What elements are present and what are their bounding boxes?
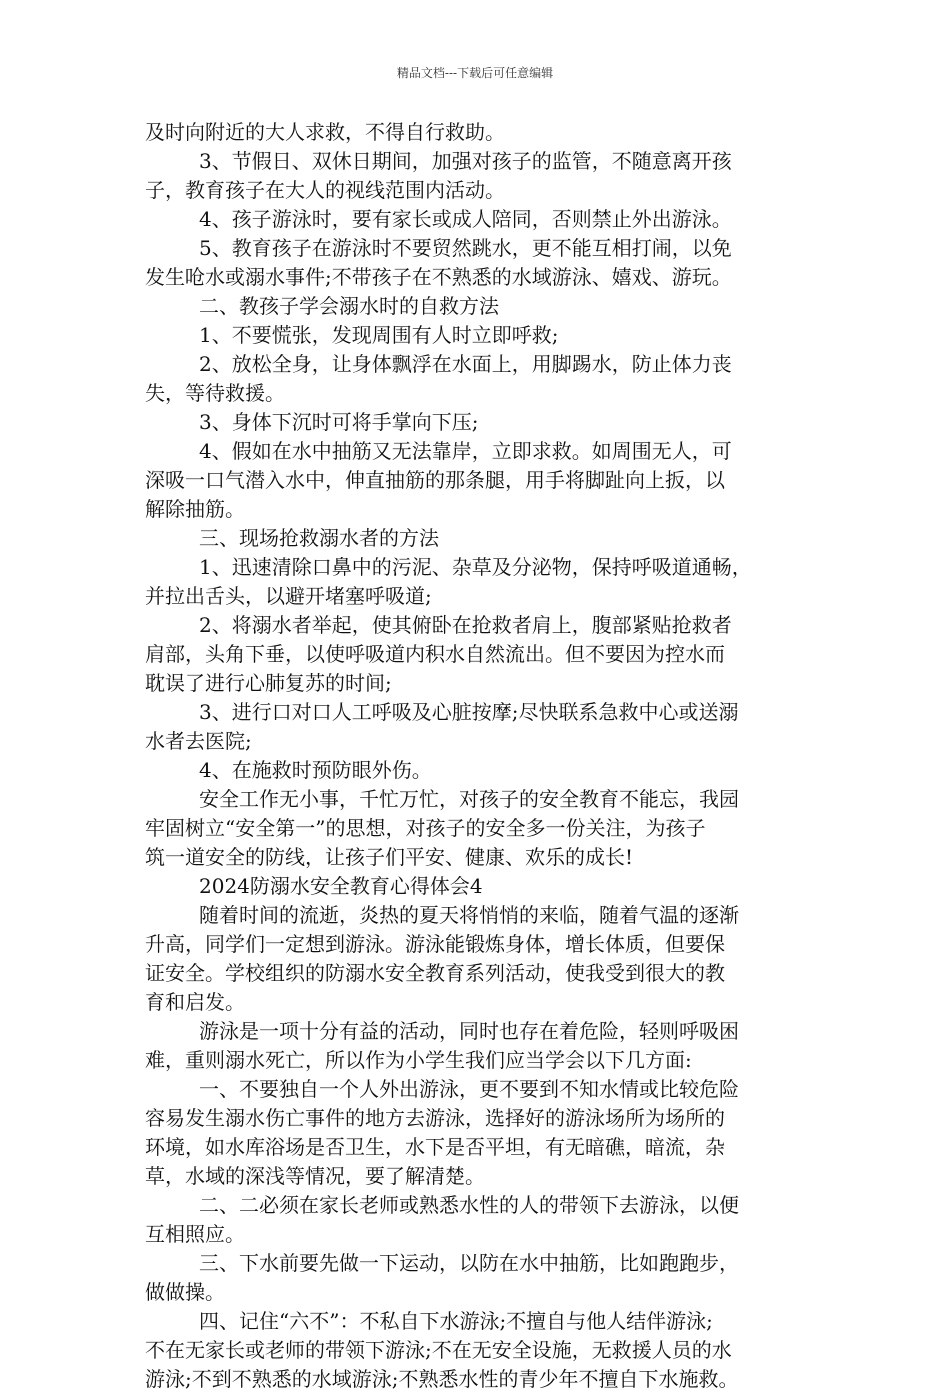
text-line: 失，等待救援。 [145,381,285,405]
text-line: 1、不要慌张，发现周围有人时立即呼救; [199,323,559,347]
text-line: 不在无家长或老师的带领下游泳;不在无安全设施，无救援人员的水 [145,1338,732,1362]
text-line: 升高，同学们一定想到游泳。游泳能锻炼身体，增长体质，但要保 [145,932,725,956]
text-line: 水者去医院; [145,729,252,753]
text-line: 草，水域的深浅等情况，要了解清楚。 [145,1164,485,1188]
text-line: 发生呛水或溺水事件;不带孩子在不熟悉的水域游泳、嬉戏、游玩。 [145,265,732,289]
text-line: 耽误了进行心肺复苏的时间; [145,671,392,695]
text-line: 3、身体下沉时可将手掌向下压; [199,410,479,434]
text-line: 二、教孩子学会溺水时的自救方法 [199,294,499,318]
text-line: 环境，如水库浴场是否卫生，水下是否平坦，有无暗礁，暗流，杂 [145,1135,725,1159]
text-line: 4、孩子游泳时，要有家长或成人陪同，否则禁止外出游泳。 [199,207,732,231]
text-line: 游泳;不到不熟悉的水域游泳;不熟悉水性的青少年不擅自下水施救。 [145,1367,739,1391]
text-line: 随着时间的流逝，炎热的夏天将悄悄的来临，随着气温的逐渐 [199,903,739,927]
text-line: 互相照应。 [145,1222,245,1246]
text-line: 及时向附近的大人求救，不得自行救助。 [145,120,505,144]
text-line: 3、节假日、双休日期间，加强对孩子的监管，不随意离开孩 [199,149,732,173]
text-line: 安全工作无小事，千忙万忙，对孩子的安全教育不能忘，我园 [199,787,739,811]
text-line: 2、放松全身，让身体飘浮在水面上，用脚踢水，防止体力丧 [199,352,732,376]
text-line: 解除抽筋。 [145,497,245,521]
text-line: 4、在施救时预防眼外伤。 [199,758,432,782]
text-line: 深吸一口气潜入水中，伸直抽筋的那条腿，用手将脚趾向上扳，以 [145,468,725,492]
text-line: 4、假如在水中抽筋又无法靠岸，立即求救。如周围无人，可 [199,439,732,463]
text-line: 筑一道安全的防线，让孩子们平安、健康、欢乐的成长! [145,845,634,869]
text-line: 并拉出舌头，以避开堵塞呼吸道; [145,584,432,608]
text-line: 容易发生溺水伤亡事件的地方去游泳，选择好的游泳场所为场所的 [145,1106,725,1130]
text-line: 游泳是一项十分有益的活动，同时也存在着危险，轻则呼吸困 [199,1019,739,1043]
text-line: 2024防溺水安全教育心得体会4 [199,874,483,898]
text-line: 牢固树立“安全第一”的思想，对孩子的安全多一份关注，为孩子 [145,816,706,840]
document-body [145,118,820,1394]
text-line: 1、迅速清除口鼻中的污泥、杂草及分泌物，保持呼吸道通畅， [199,555,752,579]
text-line: 证安全。学校组织的防溺水安全教育系列活动，使我受到很大的教 [145,961,725,985]
text-line: 5、教育孩子在游泳时不要贸然跳水，更不能互相打闹，以免 [199,236,732,260]
text-line: 难，重则溺水死亡，所以作为小学生我们应当学会以下几方面: [145,1048,692,1072]
page-header: 精品文档---下载后可任意编辑 [396,66,554,80]
text-line: 肩部，头角下垂，以使呼吸道内积水自然流出。但不要因为控水而 [145,642,725,666]
text-line: 四、记住“六不”：不私自下水游泳;不擅自与他人结伴游泳; [199,1309,713,1333]
text-line: 二、二必须在家长老师或熟悉水性的人的带领下去游泳，以便 [199,1193,739,1217]
text-line: 子，教育孩子在大人的视线范围内活动。 [145,178,505,202]
text-line: 2、将溺水者举起，使其俯卧在抢救者肩上，腹部紧贴抢救者 [199,613,732,637]
text-line: 三、现场抢救溺水者的方法 [199,526,439,550]
text-line: 育和启发。 [145,990,245,1014]
text-line: 一、不要独自一个人外出游泳，更不要到不知水情或比较危险 [199,1077,739,1101]
text-line: 做做操。 [145,1280,225,1304]
text-line: 3、进行口对口人工呼吸及心脏按摩;尽快联系急救中心或送溺 [199,700,739,724]
text-line: 三、下水前要先做一下运动，以防在水中抽筋，比如跑跑步， [199,1251,739,1275]
